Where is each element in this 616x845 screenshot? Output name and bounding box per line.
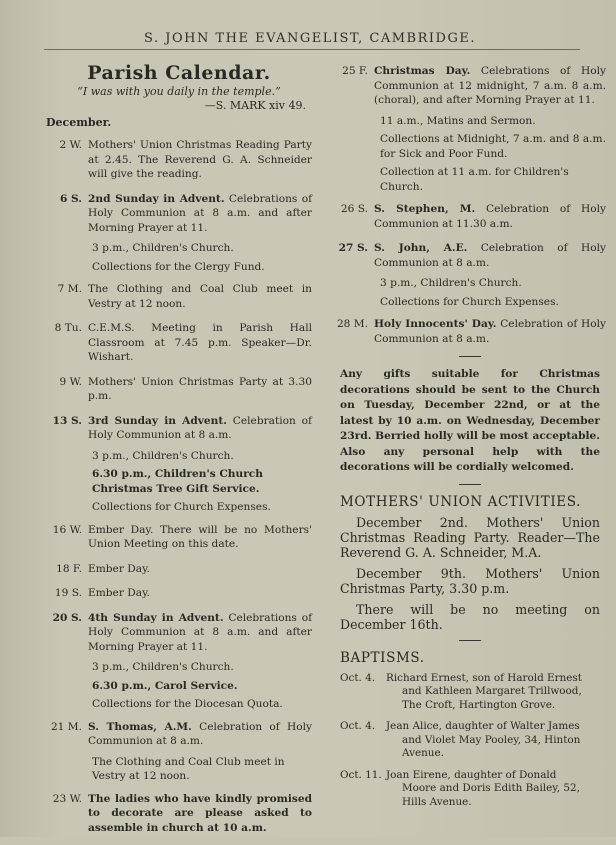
baptism-entry: Oct. 4. Jean Alice, daughter of Walter James and Violet May Pooley, 34, Hinton Avenue. bbox=[340, 720, 581, 759]
epigraph-reference: —S. MARK xiv 49. bbox=[204, 99, 306, 112]
calendar-entry: 26 S. S. Stephen, M. Celebration of Holy Communion at 11.30 a.m. bbox=[340, 203, 607, 230]
month-heading: December. bbox=[46, 115, 112, 129]
calendar-entry: 21 M. S. Thomas, A.M. Celebration of Holy Communion at 8 a.m. bbox=[50, 720, 312, 747]
calendar-subentry: Collection at 11 a.m. for Children's Church. bbox=[380, 166, 569, 193]
baptism-entry: Oct. 4. Richard Ernest, son of Harold Ernest and Kathleen Margaret Trillwood, The Croft, Hartington Grove. bbox=[340, 671, 582, 711]
calendar-entry: 27 S. S. John, A.E. Celebration of Holy Communion at 8 a.m. bbox=[338, 242, 606, 269]
baptism-entry: Oct. 11. Joan Eirene, daughter of Donald Moore and Doris Edith Bailey, 52, Hills Avenue. bbox=[340, 768, 580, 808]
calendar-subentry: Collections for the Clergy Fund. bbox=[92, 260, 265, 273]
mothers-union-item: There will be no meeting on December 16th. bbox=[340, 602, 600, 632]
calendar-subentry: Collections for Church Expenses. bbox=[380, 295, 559, 308]
calendar-subentry: The Clothing and Coal Club meet in Vestry at 12 noon. bbox=[92, 755, 285, 782]
epigraph: “I was with you daily in the temple.” bbox=[77, 84, 281, 98]
calendar-subentry: 11 a.m., Matins and Sermon. bbox=[380, 114, 536, 127]
calendar-entry: 13 S. 3rd Sunday in Advent. Celebration of Holy Communion at 8 a.m. bbox=[52, 414, 312, 441]
header-rule bbox=[44, 49, 580, 50]
calendar-entry: 6 S. 2nd Sunday in Advent. Celebrations of Holy Communion at 8 a.m. and after Morning Prayer at 11. bbox=[59, 192, 312, 234]
calendar-entry: 9 W. Mothers' Union Christmas Party at 3.30 p.m. bbox=[59, 375, 312, 402]
section-divider bbox=[459, 640, 481, 641]
decorations-notice: Any gifts suitable for Christmas decorations should be sent to the Church on Tuesday, December 22nd, or at the latest by 10 a.m. on Wednesday, December 23rd. Berried holly will be most acceptable. Also any personal help with the decorations will be cordially welcomed. bbox=[340, 368, 600, 473]
mothers-union-heading: MOTHERS' UNION ACTIVITIES. bbox=[340, 493, 581, 510]
section-divider bbox=[459, 484, 481, 485]
calendar-entry: 2 W. Mothers' Union Christmas Reading Party at 2.45. The Reverend G. A. Schneider will give the reading. bbox=[59, 139, 312, 180]
mothers-union-item: December 9th. Mothers' Union Christmas Party, 3.30 p.m. bbox=[340, 566, 600, 596]
calendar-subentry: 3 p.m., Children's Church. bbox=[92, 242, 234, 254]
calendar-entry: 25 F. Christmas Day. Celebrations of Holy Communion at 12 midnight, 7 a.m. 8 a.m. (choral), and after Morning Prayer at 11. bbox=[342, 65, 606, 106]
calendar-entry: 8 Tu. C.E.M.S. Meeting in Parish Hall Classroom at 7.45 p.m. Speaker—Dr. Wishart. bbox=[54, 322, 312, 363]
calendar-entry: 16 W. Ember Day. There will be no Mothers' Union Meeting on this date. bbox=[52, 523, 312, 550]
page-title: Parish Calendar. bbox=[87, 62, 271, 84]
baptisms-heading: BAPTISMS. bbox=[340, 650, 425, 666]
left-column bbox=[46, 60, 312, 845]
calendar-subentry: Collections for Church Expenses. bbox=[92, 501, 271, 513]
calendar-entry: 28 M. Holy Innocents' Day. Celebration of Holy Communion at 8 a.m. bbox=[336, 318, 606, 345]
calendar-entry: 20 S. 4th Sunday in Advent. Celebrations of Holy Communion at 8 a.m. and after Morning Prayer at 11. bbox=[52, 611, 313, 653]
calendar-entry: 19 S. Ember Day. bbox=[54, 587, 151, 599]
calendar-entry: 7 M. The Clothing and Coal Club meet in Vestry at 12 noon. bbox=[57, 283, 312, 310]
calendar-subentry: 6.30 p.m., Children's Church Christmas Tree Gift Service. bbox=[92, 468, 263, 495]
section-divider bbox=[459, 356, 481, 357]
calendar-subentry: 3 p.m., Children's Church. bbox=[92, 661, 234, 673]
calendar-entry: 18 F. Ember Day. bbox=[56, 562, 151, 575]
page-header: S. JOHN THE EVANGELIST, CAMBRIDGE. bbox=[144, 31, 476, 46]
calendar-subentry: 3 p.m., Children's Church. bbox=[92, 449, 234, 462]
calendar-entry: 23 W. The ladies who have kindly promised to decorate are please asked to assemble in church at 10 a.m. bbox=[52, 792, 312, 834]
calendar-subentry: 6.30 p.m., Carol Service. bbox=[92, 679, 238, 692]
mothers-union-item: December 2nd. Mothers' Union Christmas Reading Party. Reader—The Reverend G. A. Schneider, M.A. bbox=[340, 515, 600, 560]
calendar-subentry: Collections for the Diocesan Quota. bbox=[92, 698, 283, 710]
calendar-subentry: 3 p.m., Children's Church. bbox=[380, 277, 522, 289]
calendar-subentry: Collections at Midnight, 7 a.m. and 8 a.m. for Sick and Poor Fund. bbox=[380, 133, 606, 160]
right-column bbox=[334, 64, 606, 817]
